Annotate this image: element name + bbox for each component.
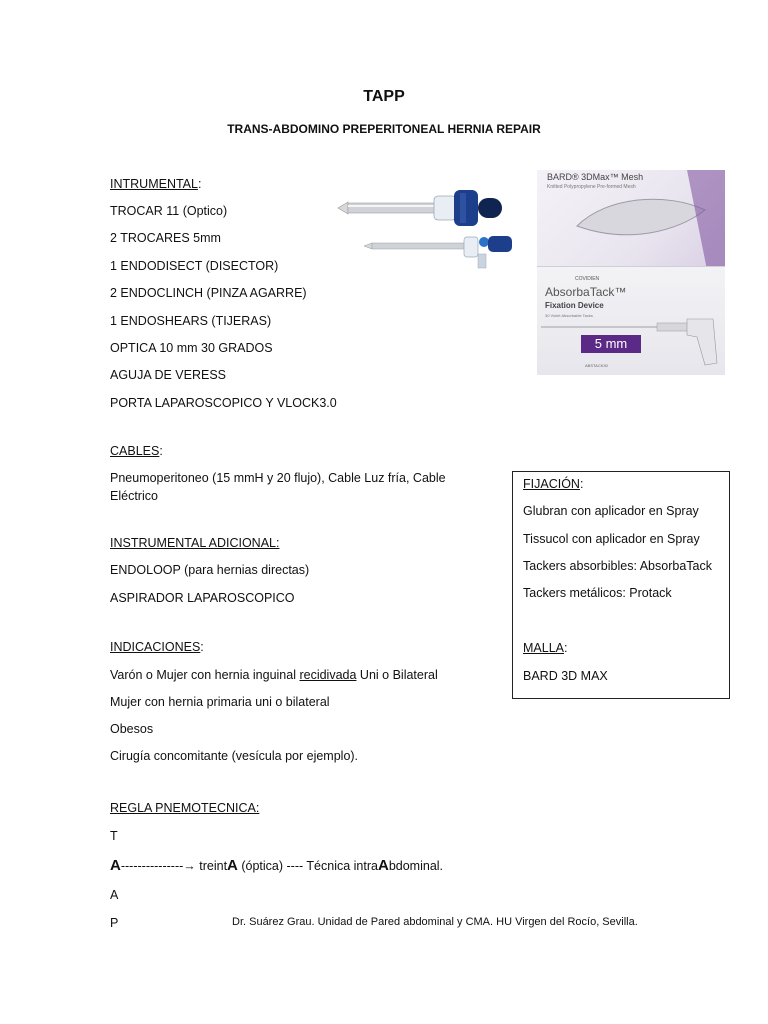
tack-brand-label: COVIDIEN <box>575 276 600 282</box>
indicaciones-item: Cirugía concomitante (vesícula por ejemplo). <box>110 749 359 763</box>
cables-line: Pneumoperitoneo (15 mmH y 20 flujo), Cable Luz fría, Cable <box>110 471 446 485</box>
footer-credit: Dr. Suárez Grau. Unidad de Pared abdominal y CMA. HU Virgen del Rocío, Sevilla. <box>232 916 638 928</box>
indicaciones-item: Varón o Mujer con hernia inguinal recidivada Uni o Bilateral <box>110 668 438 682</box>
fijacion-item: Tissucol con aplicador en Spray <box>523 532 700 546</box>
instrumental-item: AGUJA DE VERESS <box>110 368 227 382</box>
mesh-brand-label: BARD® 3DMax™ Mesh <box>547 172 644 182</box>
mesh-leaf-graphic <box>537 170 725 270</box>
regla-letter-p: P <box>110 916 119 930</box>
cables-line: Eléctrico <box>110 489 158 503</box>
instrumental-heading-row: INTRUMENTAL: <box>110 177 202 191</box>
trocar-image <box>334 182 530 276</box>
tack-sub-label: Fixation Device <box>545 301 604 310</box>
instrumental-adicional-heading: INSTRUMENTAL ADICIONAL: <box>110 536 280 550</box>
malla-heading-row: MALLA: <box>523 641 568 655</box>
tack-ref-label: ABSTACK30 <box>585 363 608 368</box>
malla-heading: MALLA <box>523 641 564 655</box>
instrumental-item: 2 TROCARES 5mm <box>110 231 221 245</box>
fijacion-item: Glubran con aplicador en Spray <box>523 504 699 518</box>
malla-item: BARD 3D MAX <box>523 669 608 683</box>
indicaciones-heading-row: INDICACIONES: <box>110 640 204 654</box>
instrumental-adicional-item: ENDOLOOP (para hernias directas) <box>110 563 310 577</box>
document-title: TAPP <box>363 88 405 105</box>
instrumental-adicional-item: ASPIRADOR LAPAROSCOPICO <box>110 591 295 605</box>
instrumental-item: TROCAR 11 (Optico) <box>110 204 228 218</box>
indicaciones-heading: INDICACIONES <box>110 640 201 654</box>
fijacion-item: Tackers absorbibles: AbsorbaTack <box>523 559 712 573</box>
tack-name-label: AbsorbaTack™ <box>545 285 627 299</box>
fijacion-heading: FIJACIÓN <box>523 477 580 491</box>
regla-letter-t: T <box>110 829 118 843</box>
regla-letter-a: A <box>110 888 119 902</box>
instrumental-item: 1 ENDOSHEARS (TIJERAS) <box>110 314 272 328</box>
instrumental-item: 1 ENDODISECT (DISECTOR) <box>110 259 279 273</box>
instrumental-item: 2 ENDOCLINCH (PINZA AGARRE) <box>110 286 307 300</box>
regla-line-a: A---------------→ treintA (óptica) ---- Técnica intraAbdominal. <box>110 857 444 874</box>
instrumental-item: PORTA LAPAROSCOPICO Y VLOCK3.0 <box>110 396 337 410</box>
fijacion-heading-row: FIJACIÓN: <box>523 477 584 491</box>
mesh-sub-label: Knitted Polypropylene Pre-formed Mesh <box>547 184 636 190</box>
indicaciones-item: Obesos <box>110 722 154 736</box>
tack-size-badge: 5 mm <box>581 335 641 353</box>
absorbatack-product-image <box>537 266 725 375</box>
instrumental-item: OPTICA 10 mm 30 GRADOS <box>110 341 273 355</box>
cables-heading: CABLES <box>110 444 160 458</box>
indicaciones-item: Mujer con hernia primaria uni o bilateral <box>110 695 330 709</box>
regla-heading: REGLA PNEMOTECNICA: <box>110 801 260 815</box>
tack-device-graphic <box>537 267 725 375</box>
fijacion-item: Tackers metálicos: Protack <box>523 586 672 600</box>
mesh-product-image <box>537 170 725 270</box>
tack-sub2-label: 30 Violet Absorbable Tacks <box>545 313 593 318</box>
document-subtitle: TRANS-ABDOMINO PREPERITONEAL HERNIA REPAIR <box>227 122 541 136</box>
cables-heading-row: CABLES: <box>110 444 163 458</box>
fijacion-box <box>512 471 730 699</box>
instrumental-heading: INTRUMENTAL <box>110 177 198 191</box>
